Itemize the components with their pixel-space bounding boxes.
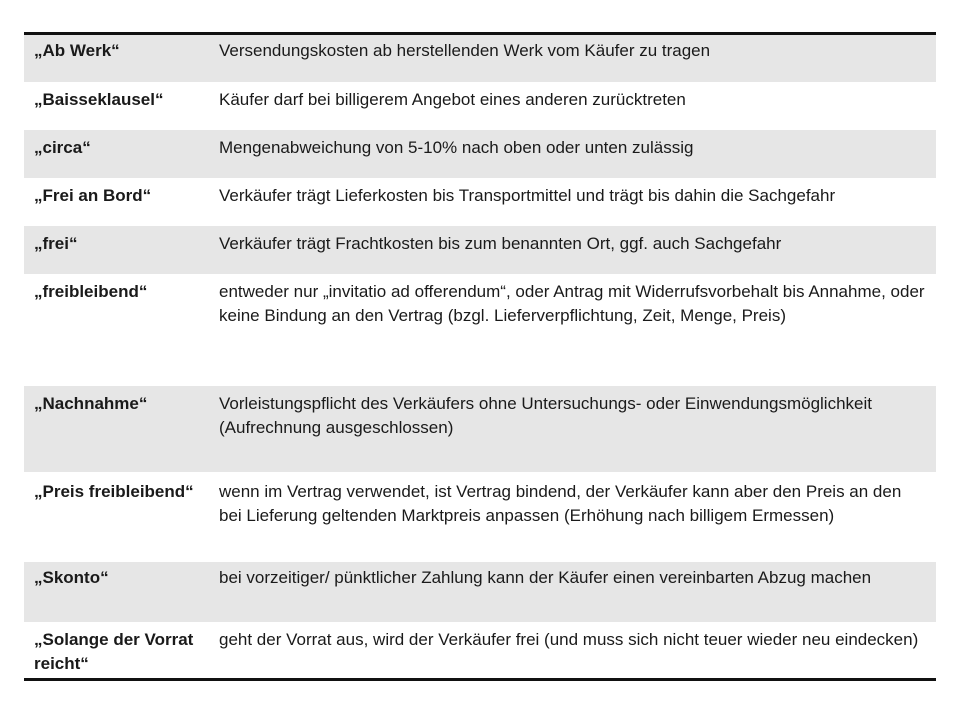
- definition-cell: Vorleistungspflicht des Verkäufers ohne Untersuchungs- oder Einwendungsmöglichkeit (Aufrechnung ausgeschlossen): [213, 386, 936, 472]
- definition-cell: Käufer darf bei billigerem Angebot eines anderen zurücktreten: [219, 89, 686, 109]
- table-row-frei-an-bord: [24, 178, 936, 226]
- term-cell: „Preis freibleibend“: [34, 481, 194, 501]
- definition-cell: entweder nur „invitatio ad offerendum“, oder Antrag mit Widerrufsvorbehalt bis Annahme, oder keine Bindung an den Vertrag (bzgl. Lieferverpflichtung, Zeit, Menge, Preis): [219, 281, 925, 325]
- definition-cell: wenn im Vertrag verwendet, ist Vertrag bindend, der Verkäufer kann aber den Preis an den bei Lieferung geltenden Marktpreis anpassen (Erhöhung nach billigem Ermessen): [219, 481, 902, 525]
- term-cell: „circa“: [24, 130, 213, 178]
- table-row-freibleibend: [24, 274, 936, 386]
- definition-cell: geht der Vorrat aus, wird der Verkäufer frei (und muss sich nicht teuer wieder neu eindecken): [219, 629, 919, 649]
- table-row-circa: [24, 130, 936, 178]
- term-cell: „Skonto“: [24, 562, 213, 622]
- term-cell: „Solange der Vorrat reicht“: [34, 629, 194, 673]
- table-row-solange-der-vorrat-reicht: [24, 622, 936, 680]
- table-row-skonto: [24, 562, 936, 622]
- definition-cell: Versendungskosten ab herstellenden Werk vom Käufer zu tragen: [213, 34, 936, 82]
- table-row-baisseklausel: [24, 82, 936, 130]
- table-row-frei: [24, 226, 936, 274]
- term-cell: „Frei an Bord“: [34, 185, 152, 205]
- definition-cell: Verkäufer trägt Lieferkosten bis Transportmittel und trägt bis dahin die Sachgefahr: [219, 185, 836, 205]
- definition-cell: Mengenabweichung von 5-10% nach oben oder unten zulässig: [213, 130, 936, 178]
- term-cell: „Nachnahme“: [24, 386, 213, 472]
- definition-cell: Verkäufer trägt Frachtkosten bis zum benannten Ort, ggf. auch Sachgefahr: [213, 226, 936, 274]
- term-cell: „Ab Werk“: [24, 34, 213, 82]
- term-cell: „Baisseklausel“: [34, 89, 164, 109]
- table-row-preis-freibleibend: [24, 472, 936, 562]
- table-row-ab-werk: [24, 34, 936, 82]
- table-row-nachnahme: [24, 386, 936, 472]
- terms-table: [24, 32, 936, 681]
- term-cell: „freibleibend“: [34, 281, 148, 301]
- term-cell: „frei“: [24, 226, 213, 274]
- definition-cell: bei vorzeitiger/ pünktlicher Zahlung kann der Käufer einen vereinbarten Abzug machen: [213, 562, 936, 622]
